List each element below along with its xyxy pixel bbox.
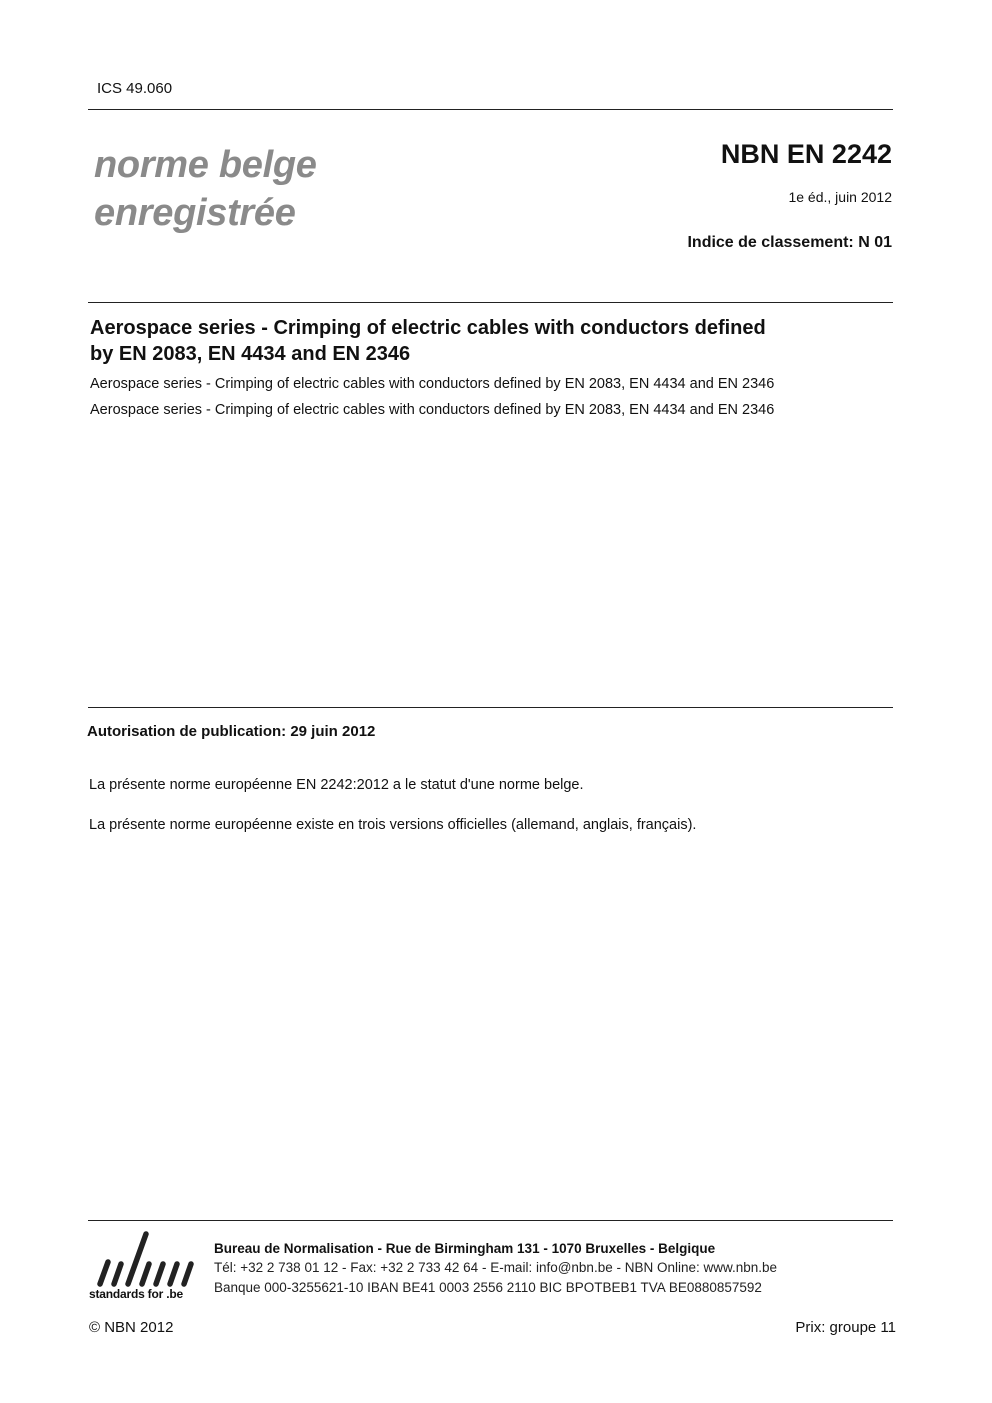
footer-contact: Tél: +32 2 738 01 12 - Fax: +32 2 733 42 64 - E-mail: info@nbn.be - NBN Online: www.nbn.be bbox=[214, 1260, 778, 1275]
norme-belge-heading bbox=[94, 141, 317, 237]
versions-paragraph: La présente norme européenne existe en trois versions officielles (allemand, anglais, français). bbox=[89, 817, 697, 833]
status-paragraph: La présente norme européenne EN 2242:2012 a le statut d'une norme belge. bbox=[89, 777, 584, 793]
title-line-1: Aerospace series - Crimping of electric cables with conductors defined bbox=[90, 317, 766, 339]
norme-line-2: enregistrée bbox=[94, 192, 296, 234]
title-divider bbox=[88, 302, 893, 303]
body-divider bbox=[88, 707, 893, 708]
edition-date: 1e éd., juin 2012 bbox=[788, 189, 892, 205]
footer-bank: Banque 000-3255621-10 IBAN BE41 0003 2556 2110 BIC BPOTBEB1 TVA BE0880857592 bbox=[214, 1280, 762, 1295]
copyright: © NBN 2012 bbox=[89, 1319, 174, 1336]
title-translation-2: Aerospace series - Crimping of electric cables with conductors defined by EN 2083, EN 4434 and EN 2346 bbox=[90, 402, 775, 418]
classification-index: Indice de classement: N 01 bbox=[687, 234, 892, 251]
logo-tagline: standards for .be bbox=[89, 1287, 183, 1301]
standard-id: NBN EN 2242 bbox=[720, 139, 892, 169]
footer-address: Bureau de Normalisation - Rue de Birmingham 131 - 1070 Bruxelles - Belgique bbox=[214, 1241, 716, 1256]
ics-code: ICS 49.060 bbox=[97, 80, 173, 97]
title-line-2: by EN 2083, EN 4434 and EN 2346 bbox=[90, 343, 411, 365]
footer-divider bbox=[88, 1220, 893, 1221]
title-translation-1: Aerospace series - Crimping of electric cables with conductors defined by EN 2083, EN 4434 and EN 2346 bbox=[90, 376, 775, 392]
publication-authorization: Autorisation de publication: 29 juin 2012 bbox=[87, 723, 376, 740]
price-group: Prix: groupe 11 bbox=[795, 1319, 896, 1336]
document-title bbox=[90, 315, 890, 367]
norme-line-1: norme belge bbox=[94, 144, 317, 186]
top-divider bbox=[88, 109, 893, 110]
